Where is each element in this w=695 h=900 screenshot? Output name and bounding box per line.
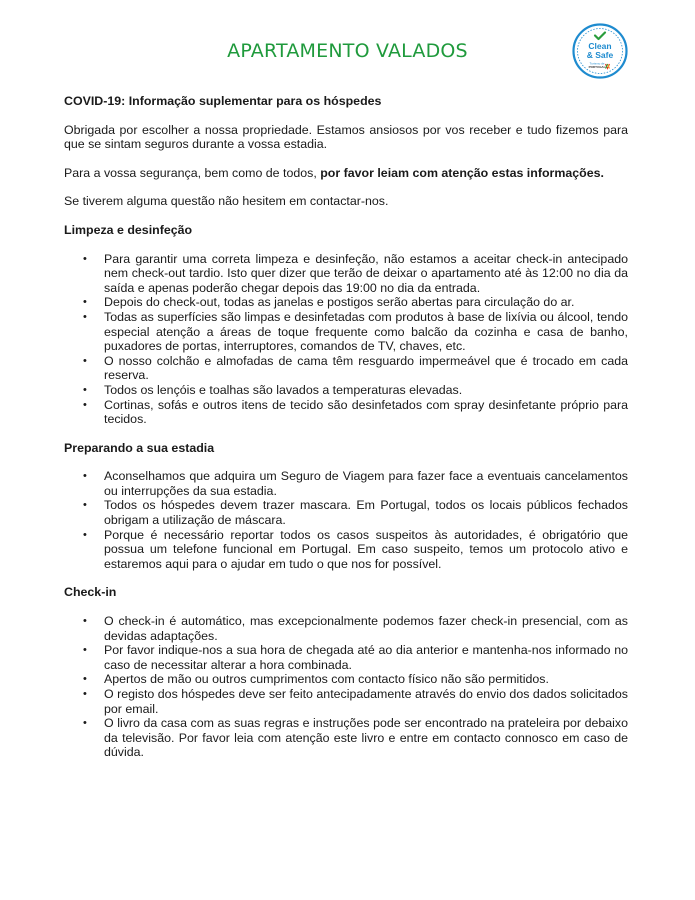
bullet-icon: • (83, 470, 87, 483)
intro-paragraph-2 (64, 166, 628, 181)
bullet-icon: • (83, 354, 87, 367)
bullet-icon: • (83, 296, 87, 309)
list-item (64, 252, 628, 296)
list-item-text: Para garantir uma correta limpeza e desinfeção, não estamos a aceitar check-in antecipado nem check-out tardio. Isto quer dizer que terão de deixar o apartamento até às 12:00 no dia da saída e apenas poderão chegar depois das 19:00 no dia da entrada. (104, 251, 628, 295)
intro-paragraph-3: Se tiverem alguma questão não hesitem em contactar-nos. (64, 194, 389, 209)
bullet-icon: • (83, 499, 87, 512)
list-item (64, 398, 628, 427)
list-item-text: O nosso colchão e almofadas de cama têm resguardo impermeável que é trocado em cada reserva. (104, 353, 628, 383)
list-item (64, 295, 628, 310)
list-item (64, 498, 628, 527)
intro-heading: COVID-19: Informação suplementar para os hóspedes (64, 94, 382, 108)
list-item-text: Todas as superfícies são limpas e desinfetadas com produtos à base de lixívia ou álcool, tendo especial atenção a áreas de toque frequente como balcão da cozinha e casa de banho, puxadores de portas, interruptores, comandos de TV, chaves, etc. (104, 309, 628, 354)
bullet-icon: • (83, 615, 87, 628)
list-item (64, 643, 628, 672)
list-item-text: O check-in é automático, mas excepcionalmente podemos fazer check-in presencial, com as devidas adaptações. (104, 614, 628, 643)
bullet-icon: • (83, 383, 87, 396)
section-heading-preparing: Preparando a sua estadia (64, 440, 215, 455)
document-body (64, 94, 628, 760)
bullet-icon: • (83, 688, 87, 700)
list-item-text: Cortinas, sofás e outros itens de tecido são desinfetados com spray desinfetante próprio para tecidos. (104, 397, 628, 427)
list-item (64, 469, 628, 498)
intro-paragraph-2-emphasis: por favor leiam com atenção estas informações. (320, 165, 604, 180)
list-item (64, 383, 628, 398)
list-item-text: Por favor indique-nos a sua hora de chegada até ao dia anterior e mantenha-nos informado no caso de necessitar alterar a hora combinada. (104, 643, 628, 672)
intro-paragraph-1: Obrigada por escolher a nossa propriedade. Estamos ansiosos por vos receber e tudo fizemos para que se sintam seguros durante a vossa estadia. (64, 122, 628, 152)
list-item-text: Apertos de mão ou outros cumprimentos com contacto físico não são permitidos. (104, 672, 549, 687)
bullet-icon: • (83, 644, 87, 657)
list-item (64, 672, 628, 687)
bullet-icon: • (83, 717, 87, 730)
list-item (64, 614, 628, 643)
list-item-text: Todos os hóspedes devem trazer mascara. Em Portugal, todos os locais públicos fechados obrigam a utilização de máscara. (104, 498, 628, 528)
list-item (64, 354, 628, 383)
badge-small2: PORTUGAL (588, 65, 606, 69)
list-item-text: Depois do check-out, todas as janelas e postigos serão abertas para circulação do ar. (104, 295, 575, 310)
checkin-list (64, 614, 628, 760)
badge-line2: & Safe (586, 50, 614, 60)
clean-and-safe-badge (572, 23, 628, 79)
list-item-text: Aconselhamos que adquira um Seguro de Viagem para fazer face a eventuais cancelamentos ou interrupções da sua estadia. (104, 469, 628, 498)
section-heading-cleaning: Limpeza e desinfeção (64, 222, 193, 237)
bullet-icon: • (83, 252, 87, 265)
badge-small1: Turismo de (589, 61, 605, 66)
intro-paragraph-2-text: Para a vossa segurança, bem como de todos, (64, 165, 321, 180)
bullet-icon: • (83, 310, 87, 323)
list-item (64, 687, 628, 716)
cleaning-list (64, 252, 628, 427)
section-heading-checkin: Check-in (64, 585, 117, 600)
list-item-text: O registo dos hóspedes deve ser feito antecipadamente através do envio dos dados solicitados por email. (104, 687, 628, 716)
list-item-text: Porque é necessário reportar todos os casos suspeitos às autoridades, é obrigatório que possua um telefone funcional em Portugal. Em caso suspeito, temos um protocolo ativo e estaremos aqui para o ajudar em tudo o que nos for possível. (104, 527, 628, 571)
list-item (64, 716, 628, 760)
list-item (64, 310, 628, 354)
bullet-icon: • (83, 673, 87, 686)
bullet-icon: • (83, 528, 87, 541)
list-item (64, 528, 628, 572)
list-item-text: O livro da casa com as suas regras e instruções pode ser encontrado na prateleira por debaixo da televisão. Por favor leia com atenção este livro e entre em contacto connosco em caso de dúvida. (104, 716, 628, 760)
badge-line1: Clean (588, 41, 612, 51)
list-item-text: Todos os lençóis e toalhas são lavados a temperaturas elevadas. (104, 382, 463, 397)
page-title: APARTAMENTO VALADOS (227, 40, 468, 62)
bullet-icon: • (83, 398, 87, 411)
preparing-list (64, 469, 628, 571)
